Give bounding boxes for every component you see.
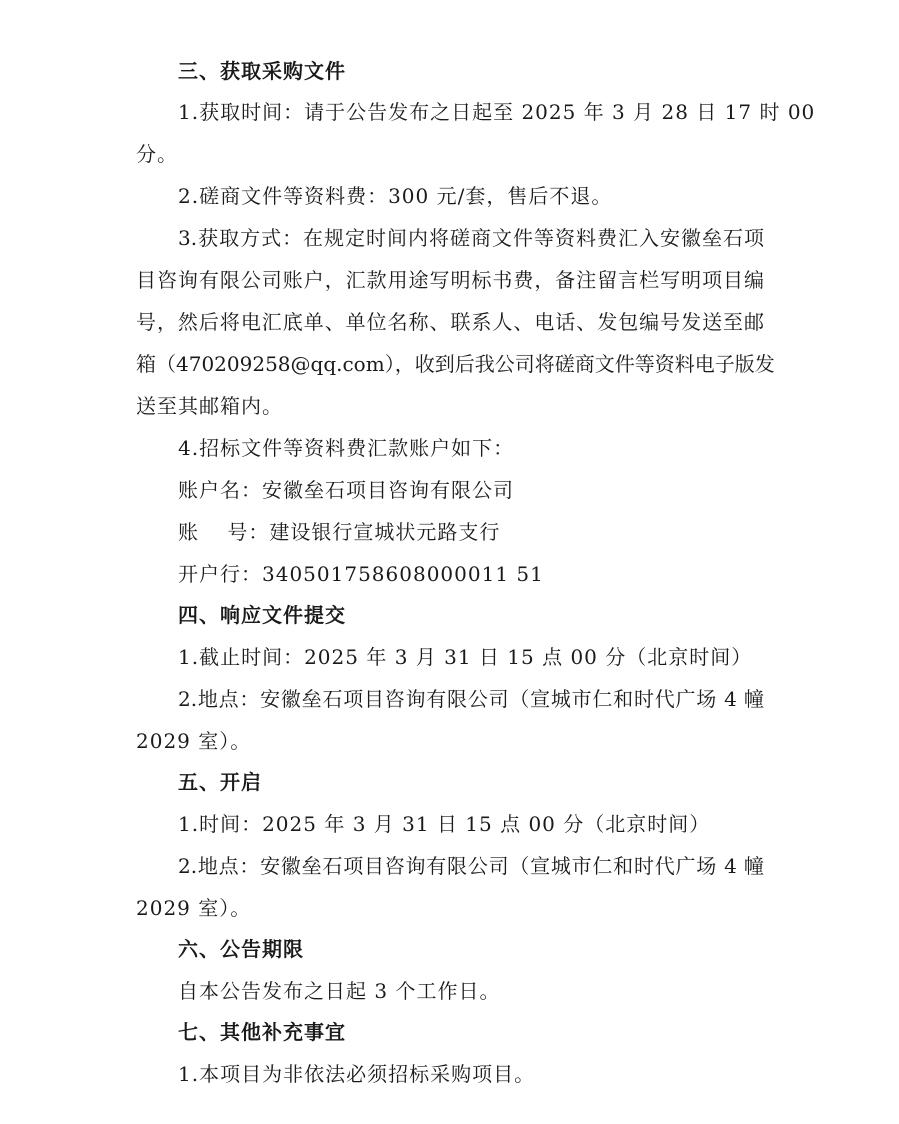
paragraph-deadline: 1.截止时间：2025 年 3 月 31 日 15 点 00 分（北京时间）: [178, 645, 753, 669]
paragraph-fee: 2.磋商文件等资料费：300 元/套，售后不退。: [178, 184, 613, 208]
account-number: 账 号：建设银行宣城状元路支行: [178, 520, 501, 544]
paragraph-method-cont-1: 目咨询有限公司账户，汇款用途写明标书费，备注留言栏写明项目编: [136, 268, 764, 292]
account-name: 账户名：安徽垒石项目咨询有限公司: [178, 478, 514, 502]
paragraph-method-cont-4: 送至其邮箱内。: [136, 394, 283, 418]
account-bank: 开户行：340501758608000011 51: [178, 562, 544, 586]
section-heading-3: 三、获取采购文件: [178, 59, 346, 83]
paragraph-method-cont-3: 箱（470209258@qq.com），收到后我公司将磋商文件等资料电子版发: [136, 352, 775, 376]
paragraph-method-cont-2: 号，然后将电汇底单、单位名称、联系人、电话、发包编号发送至邮: [136, 310, 764, 334]
paragraph-open-location-cont: 2029 室）。: [136, 896, 252, 920]
paragraph-open-location: 2.地点：安徽垒石项目咨询有限公司（宣城市仁和时代广场 4 幢: [178, 854, 764, 878]
paragraph-open-time: 1.时间：2025 年 3 月 31 日 15 点 00 分（北京时间）: [178, 812, 711, 836]
paragraph-submit-location: 2.地点：安徽垒石项目咨询有限公司（宣城市仁和时代广场 4 幢: [178, 687, 764, 711]
paragraph-period: 自本公告发布之日起 3 个工作日。: [178, 979, 501, 1003]
paragraph-acquire-time-cont: 分。: [136, 142, 178, 166]
section-heading-7: 七、其他补充事宜: [178, 1020, 346, 1044]
section-heading-4: 四、响应文件提交: [178, 603, 346, 627]
section-heading-6: 六、公告期限: [178, 937, 304, 961]
paragraph-acquire-time: 1.获取时间：请于公告发布之日起至 2025 年 3 月 28 日 17 时 00: [178, 100, 816, 124]
paragraph-submit-location-cont: 2029 室）。: [136, 729, 252, 753]
paragraph-other: 1.本项目为非依法必须招标采购项目。: [178, 1062, 536, 1086]
section-heading-5: 五、开启: [178, 770, 262, 794]
paragraph-account-intro: 4.招标文件等资料费汇款账户如下：: [178, 436, 515, 460]
paragraph-method: 3.获取方式：在规定时间内将磋商文件等资料费汇入安徽垒石项: [178, 226, 764, 250]
